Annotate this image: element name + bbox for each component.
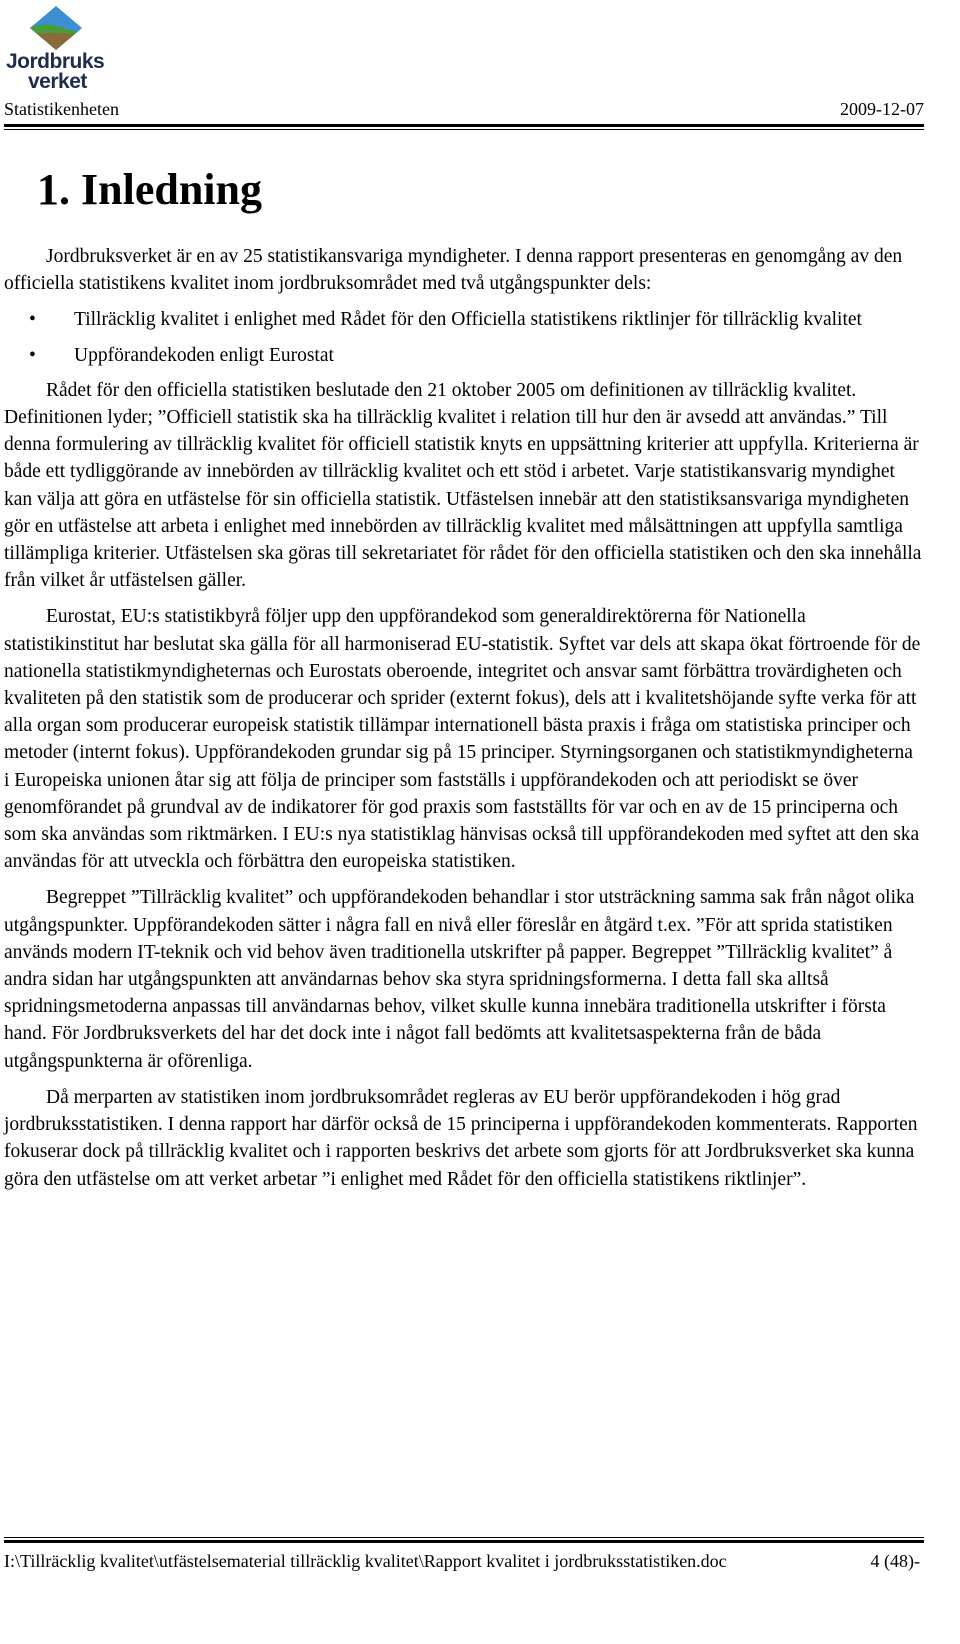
jordbruksverket-logo bbox=[4, 4, 120, 92]
document-date: 2009-12-07 bbox=[840, 99, 924, 119]
list-item-text: Uppförandekoden enligt Eurostat bbox=[74, 344, 334, 366]
list-item bbox=[4, 306, 922, 333]
body-paragraph: Begreppet ”Tillräcklig kvalitet” och uppförandekoden behandlar i stor utsträckning samma sak från något olika utgångspunkter. Uppförandekoden sätter i några fall en nivå eller föreslår en åtgärd t.ex. ”För att sprida statistiken används modern IT-teknik och vid behov även traditionella utskrifter på papper. Begreppet ”Tillräcklig kvalitet” å andra sidan har utgångspunkten att användarnas behov ska styra spridningsformerna. I detta fall ska alltså spridningsmetoderna anpassas till användarnas behov, vilket skulle kunna innebära traditionella utskrifter i första hand. För Jordbruksverkets del har det dock inte i något fall bedömts att kvalitetsaspekterna från de båda utgångspunkterna är oförenliga. bbox=[4, 887, 915, 1072]
bullet-icon: • bbox=[29, 309, 36, 331]
header-divider-thick bbox=[4, 124, 924, 127]
logo-wordmark bbox=[6, 52, 122, 92]
intro-paragraph: Jordbruksverket är en av 25 statistikansvariga myndigheter. I denna rapport presenteras en genomgång av den officiella statistikens kvalitet inom jordbruksområdet med två utgångspunkter dels: bbox=[4, 246, 903, 295]
footer-divider-thick bbox=[4, 1540, 924, 1543]
body-paragraph: Då merparten av statistiken inom jordbruksområdet regleras av EU berör uppförandekoden i hög grad jordbruksstatistiken. I denna rapport har därför också de 15 principerna i uppförandekoden kommenterats. Rapporten fokuserar dock på tillräcklig kvalitet och i rapporten beskrivs det arbete som gjorts för att Jordbruksverket ska kunna göra den utfästelse om att verket arbetar ”i enlighet med Rådet för den officiella statistikens riktlinjer”. bbox=[4, 1086, 918, 1190]
logo-emblem-icon bbox=[4, 4, 120, 54]
document-body bbox=[4, 243, 922, 1202]
body-paragraph: Rådet för den officiella statistiken beslutade den 21 oktober 2005 om definitionen av tillräcklig kvalitet. Definitionen lyder; ”Officiell statistik ska ha tillräcklig kvalitet i relation till hur den är avsedd att användas.” Till denna formulering av tillräcklig kvalitet för officiell statistik knyts en uppsättning kriterier att uppfylla. Kriterierna är både ett tydliggörande av innebörden av tillräcklig kvalitet och ett stöd i arbetet. Varje statistikansvarig myndighet kan välja att göra en utfästelse för sin officiella statistik. Utfästelsen innebär att den statistiksansvariga myndigheten gör en utfästelse att arbeta i enlighet med innebörden av tillräcklig kvalitet med målsättningen att uppfylla samtliga tillämpliga kriterier. Utfästelsen ska göras till sekretariatet för rådet för den officiella statistiken och den ska innehålla från vilket år utfästelsen gäller. bbox=[4, 379, 922, 592]
body-paragraph: Eurostat, EU:s statistikbyrå följer upp den uppförandekod som generaldirektörerna för Nationella statistikinstitut har beslutat ska gälla för all harmoniserad EU-statistik. Syftet var dels att skapa ökat förtroende för de nationella statistikmyndigheternas och Eurostats oberoende, integritet och ansvar samt förbättra trovärdigheten och kvaliteten på den statistik som de producerar och sprider (externt fokus), dels att i kvalitetshöjande syfte verka för att alla organ som producerar europeisk statistik tillämpar internationell bästa praxis i fråga om statistiska principer och metoder (internt fokus). Uppförandekoden grundar sig på 15 principer. Styrningsorganen och statistikmyndigheterna i Europeiska unionen åtar sig att följa de principer som fastställs i uppförandekoden och att periodiskt se över genomförandet på grundval av de indikatorer för god praxis som fastställts för var och en av de 15 principerna och som ska användas som riktmärken. I EU:s nya statistiklag hänvisas också till uppförandekoden med syftet att den ska användas för att utveckla och förbättra den europeiska statistiken. bbox=[4, 606, 921, 873]
logo-text-line2: verket bbox=[28, 70, 87, 93]
list-item bbox=[4, 342, 922, 369]
footer-divider-thin bbox=[4, 1537, 924, 1538]
criteria-list bbox=[4, 306, 922, 368]
chapter-title: 1. Inledning bbox=[37, 165, 262, 214]
department-label: Statistikenheten bbox=[4, 99, 119, 119]
page-footer bbox=[4, 1546, 920, 1576]
file-path: I:\Tillräcklig kvalitet\utfästelsematerial tillräcklig kvalitet\Rapport kvalitet i jordbruksstatistiken.doc bbox=[4, 1551, 727, 1571]
page-header bbox=[4, 95, 924, 123]
logo-text-line1: Jordbruks bbox=[6, 50, 105, 73]
header-divider-thin bbox=[4, 129, 924, 130]
page-number: 4 (48)- bbox=[870, 1551, 920, 1571]
list-item-text: Tillräcklig kvalitet i enlighet med Rådet för den Officiella statistikens riktlinjer för tillräcklig kvalitet bbox=[74, 309, 862, 331]
bullet-icon: • bbox=[29, 344, 36, 366]
